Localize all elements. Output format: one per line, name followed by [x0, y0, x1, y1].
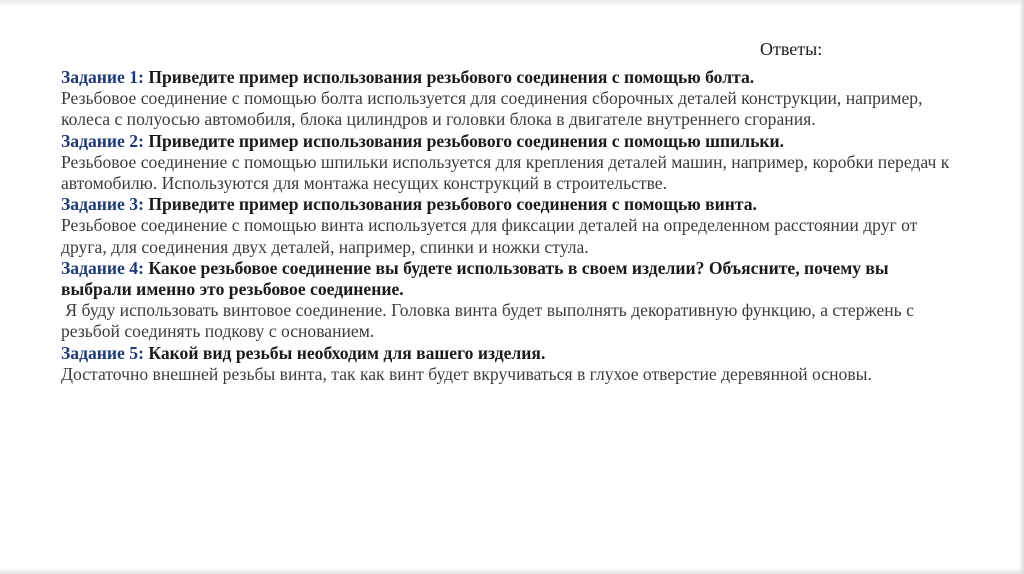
slide-title: Ответы: [760, 39, 823, 59]
task-2-answer: Резьбовое соединение с помощью шпильки используется для крепления деталей машин, например, коробки передач к автомобилю. Используются для монтажа несущих конструкций в строительстве. [61, 151, 950, 194]
task-question: Приведите пример использования резьбового соединения с помощью шпильки. [148, 130, 785, 151]
answers-content [61, 67, 961, 385]
task-3-answer: Резьбовое соединение с помощью винта используется для фиксации деталей на определенном расстоянии друг от друга, для соединения двух деталей, например, спинки и ножки стула. [61, 215, 918, 257]
task-label: Задание 4 [61, 257, 139, 278]
task-4-answer: Я буду использовать винтовое соединение. Головка винта будет выполнять декоративную функцию, а стержень с резьбой соединять подкову с основанием. [61, 300, 919, 342]
task-4-heading: Задание 4: Какое резьбовое соединение вы будете использовать в своем изделии? Объясните, почему вы выбрали именно это резьбовое соединение. [61, 257, 889, 300]
task-question: Приведите пример использования резьбового соединения с помощью болта. [148, 67, 755, 87]
task-1-heading: Задание 1: Приведите пример использования резьбового соединения с помощью болта. [61, 67, 755, 87]
task-5-heading: Задание 5: Какой вид резьбы необходим для вашего изделия. [61, 342, 546, 363]
task-question: Какое резьбовое соединение вы будете использовать в своем изделии? Объясните, почему вы выбрали именно это резьбовое соединение. [61, 257, 889, 300]
slide-bottom-edge [0, 568, 1024, 574]
slide-top-edge [0, 0, 1024, 6]
task-question: Приведите пример использования резьбового соединения с помощью винта. [148, 194, 757, 215]
task-1-answer: Резьбовое соединение с помощью болта используется для соединения сборочных деталей конструкции, например, колеса с полуосью автомобиля, блока цилиндров и головки блока в двигателе внутреннего сгорания. [61, 88, 923, 130]
task-question: Какой вид резьбы необходим для вашего изделия. [148, 342, 546, 363]
task-label: Задание 3 [61, 194, 139, 215]
slide-right-edge [1019, 0, 1024, 574]
task-label: Задание 1 [61, 67, 139, 87]
task-5-answer: Достаточно внешней резьбы винта, так как винт будет вкручиваться в глухое отверстие деревянной основы. [61, 363, 872, 384]
task-label: Задание 5 [61, 342, 139, 363]
task-label: Задание 2 [61, 130, 139, 151]
task-3-heading: Задание 3: Приведите пример использования резьбового соединения с помощью винта. [61, 194, 757, 215]
task-2-heading: Задание 2: Приведите пример использования резьбового соединения с помощью шпильки. [61, 130, 785, 151]
